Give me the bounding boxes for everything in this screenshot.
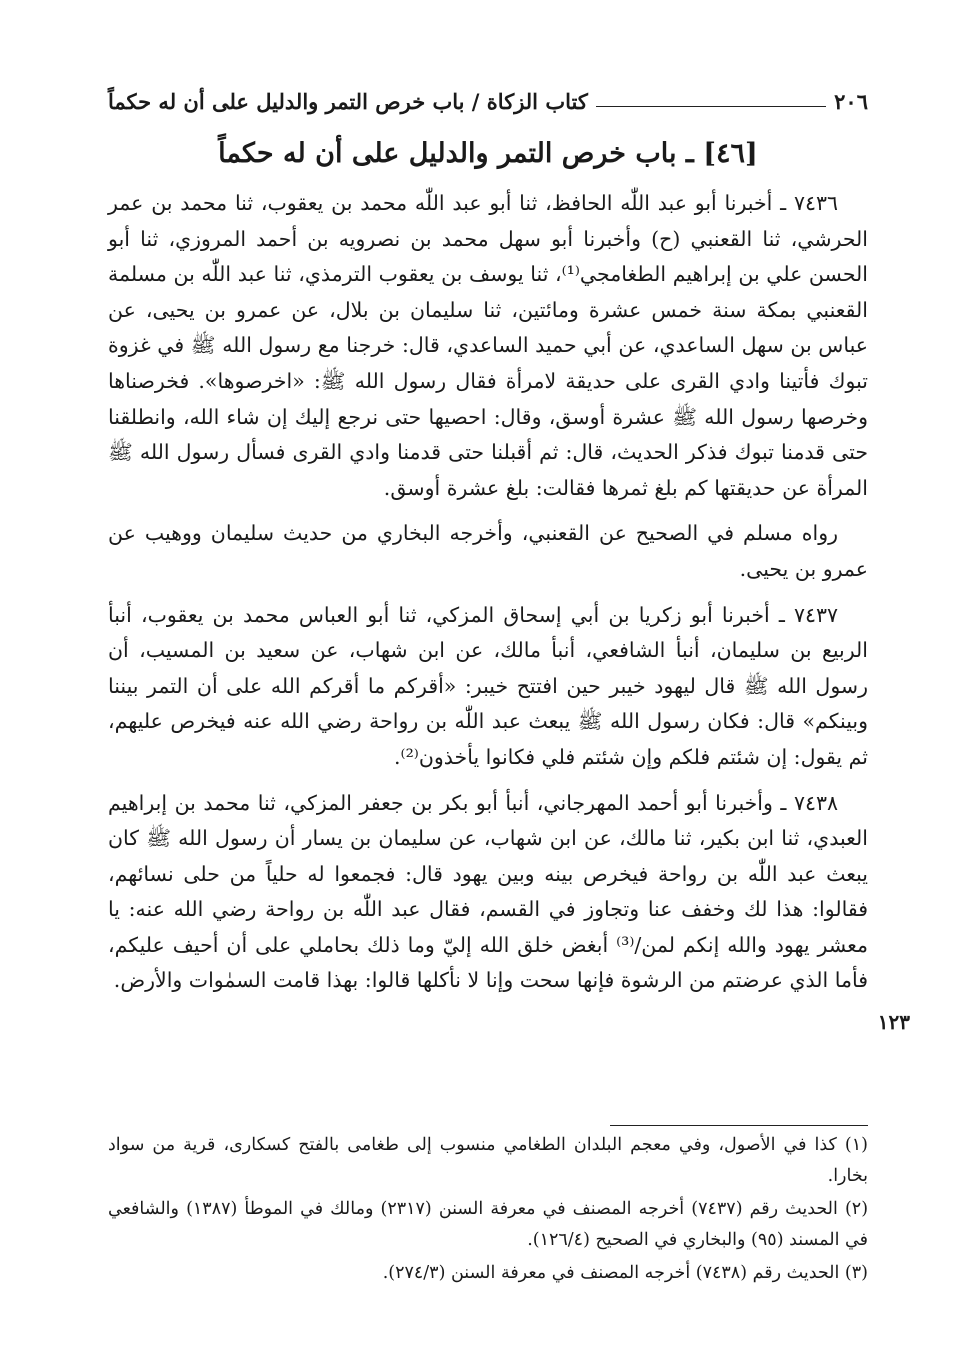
hadith-7436: ٧٤٣٦ ـ أخبرنا أبو عبد اللّٰه الحافظ، ثنا أبو عبد اللّٰه محمد بن يعقوب، ثنا محمد بن عمر الحرشي، ثنا القعنبي (ح) وأخبرنا أبو سهل محمد بن نصرويه بن أحمد المروزي، ثنا أبو الحسن علي بن إبراهيم الطغامجي⁽¹⁾، ثنا يوسف بن يعقوب الترمذي، ثنا عبد اللّٰه بن مسلمة القعنبي بمكة سنة خمس عشرة ومائتين، ثنا سليمان بن بلال، عن عمرو بن يحيى، عن عباس بن سهل الساعدي، عن أبي حميد الساعدي، قال: خرجنا مع رسول الله ﷺ في غزوة تبوك فأتينا وادي القرى على حديقة لامرأة فقال رسول الله ﷺ: «اخرصوها». فخرصناها وخرصها رسول الله ﷺ عشرة أوسق، وقال: احصيها حتى نرجع إليك إن شاء الله، وانطلقنا حتى قدمنا تبوك فذكر الحديث، قال: ثم أقبلنا حتى قدمنا وادي القرى فسأل رسول الله ﷺ المرأة عن حديقتها كم بلغ ثمرها فقالت: بلغ عشرة أوسق. bbox=[108, 191, 868, 500]
footnote-rule bbox=[610, 1125, 868, 1126]
hadith-7438: ٧٤٣٨ ـ وأخبرنا أبو أحمد المهرجاني، أنبأ أبو بكر بن جعفر المزكي، ثنا محمد بن إبراهيم العبدي، ثنا ابن بكير، ثنا مالك، عن ابن شهاب، عن سليمان بن يسار أن رسول الله ﷺ كان يبعث عبد اللّٰه بن رواحة فيخرص بينه وبين يهود قال: فجمعوا له حلياً من حلى نسائهم، فقالوا: هذا لك وخفف عنا وتجاوز في القسم، فقال عبد اللّٰه بن رواحة رضي الله عنه: يا معشر يهود والله إنكم لمن/⁽³⁾ أبغض خلق الله إليّ وما ذلك بحاملي على أن أحيف عليكم، فأما الذي عرضتم من الرشوة فإنها سحت وإنا لا نأكلها قالوا: بهذا قامت السمٰوات والأرض. bbox=[108, 790, 869, 993]
running-head-title: كتاب الزكاة / باب خرص التمر والدليل على أن له حكماً bbox=[108, 89, 588, 114]
hadith-7437: ٧٤٣٧ ـ أخبرنا أبو زكريا بن أبي إسحاق المزكي، ثنا أبو العباس محمد بن يعقوب، أنبأ الربيع بن سليمان، أنبأ الشافعي، أنبأ مالك، عن ابن شهاب، عن سعيد بن المسيب، أن رسول الله ﷺ قال ليهود خيبر حين افتتح خيبر: «أقركم ما أقركم الله على أن التمر بيننا وبينكم» قال: فكان رسول الله ﷺ يبعث عبد اللّٰه بن رواحة رضي الله عنه فيخرص عليهم، ثم يقول: إن شئتم فلكم وإن شئتم فلي فكانوا يأخذون⁽²⁾. bbox=[108, 602, 868, 769]
main-text bbox=[108, 186, 868, 999]
chapter-title: [٤٦] ـ باب خرص التمر والدليل على أن له حكماً bbox=[218, 138, 758, 169]
running-head bbox=[108, 80, 868, 114]
footnote-3: (٣) الحديث رقم (٧٤٣٨) أخرجه المصنف في معرفة السنن (٢٧٤/٣). bbox=[382, 1263, 868, 1283]
narration-note: رواه مسلم في الصحيح عن القعنبي، وأخرجه البخاري من حديث سليمان ووهيب عن عمرو بن يحيى. bbox=[108, 521, 868, 581]
footnotes bbox=[108, 1130, 868, 1291]
margin-page-marker: ١٢٣ bbox=[877, 1010, 910, 1034]
footnote-2: (٢) الحديث رقم (٧٤٣٧) أخرجه المصنف في معرفة السنن (٢٣١٧) ومالك في الموطأ (١٣٨٧) والشافعي في المسند (٩٥) والبخاري في الصحيح (١٢٦/٤). bbox=[108, 1199, 869, 1250]
footnote-1: (١) كذا في الأصول، وفي معجم البلدان الطغامي منسوب إلى طغامى بالفتح كسكارى، قرية من سواد بخارا. bbox=[108, 1135, 868, 1186]
page-number: ٢٠٦ bbox=[834, 89, 868, 114]
running-head-rule bbox=[596, 106, 826, 107]
